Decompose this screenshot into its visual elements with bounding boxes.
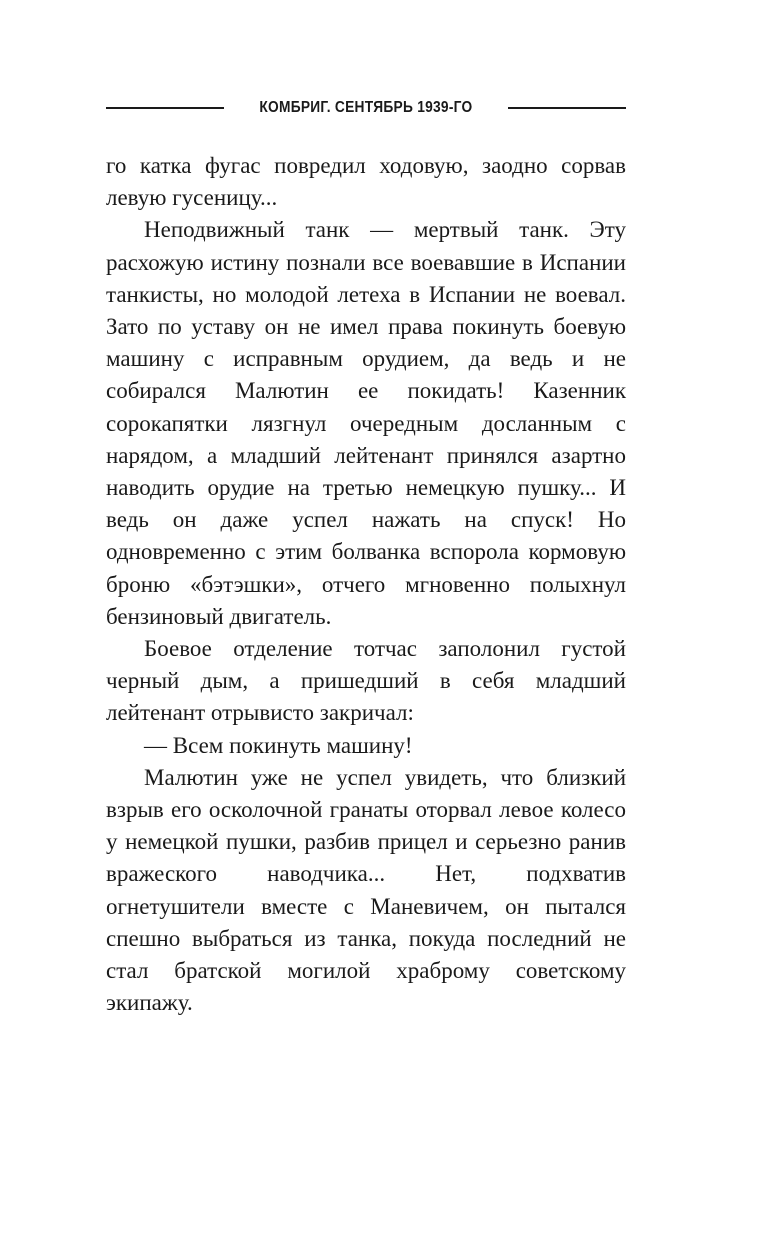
paragraph-continued: го катка фугас повредил ходовую, заодно сорвав левую гусеницу... bbox=[106, 153, 626, 211]
header-rule-left bbox=[106, 107, 224, 109]
header-rule-right bbox=[508, 107, 626, 109]
book-page-text bbox=[106, 150, 626, 1019]
paragraph: Боевое отделение тотчас заполонил густой черный дым, а пришедший в себя младший лейтенант отрывисто закричал: bbox=[106, 636, 626, 726]
paragraph: Неподвижный танк — мертвый танк. Эту расхожую истину познали все воевавшие в Испании танкисты, но молодой летеха в Испании не воевал. Зато по уставу он не имел права покинуть боевую машину с исправным орудием, да ведь и не собирался Малютин ее покидать! Казенник сорокапятки лязгнул очередным досланным с нарядом, а младший лейтенант принялся азартно наводить орудие на третью немецкую пушку... И ведь он даже успел нажать на спуск! Но одновременно с этим болванка вспорола кормовую броню «бэтэшки», отчего мгновенно полыхнул бензиновый двигатель. bbox=[106, 217, 626, 629]
paragraph: Малютин уже не успел увидеть, что близкий взрыв его осколочной гранаты оторвал левое колесо у немецкой пушки, разбив прицел и серьезно ранив вражеского наводчика... Нет, подхватив огнетушители вместе с Маневичем, он пытался спешно выбраться из танка, покуда последний не стал братской могилой храброму советскому экипажу. bbox=[106, 764, 626, 1016]
running-header bbox=[106, 93, 626, 123]
dialogue-line: — Всем покинуть машину! bbox=[144, 732, 413, 758]
running-title: КОМБРИГ. СЕНТЯБРЬ 1939-ГО bbox=[259, 99, 473, 116]
